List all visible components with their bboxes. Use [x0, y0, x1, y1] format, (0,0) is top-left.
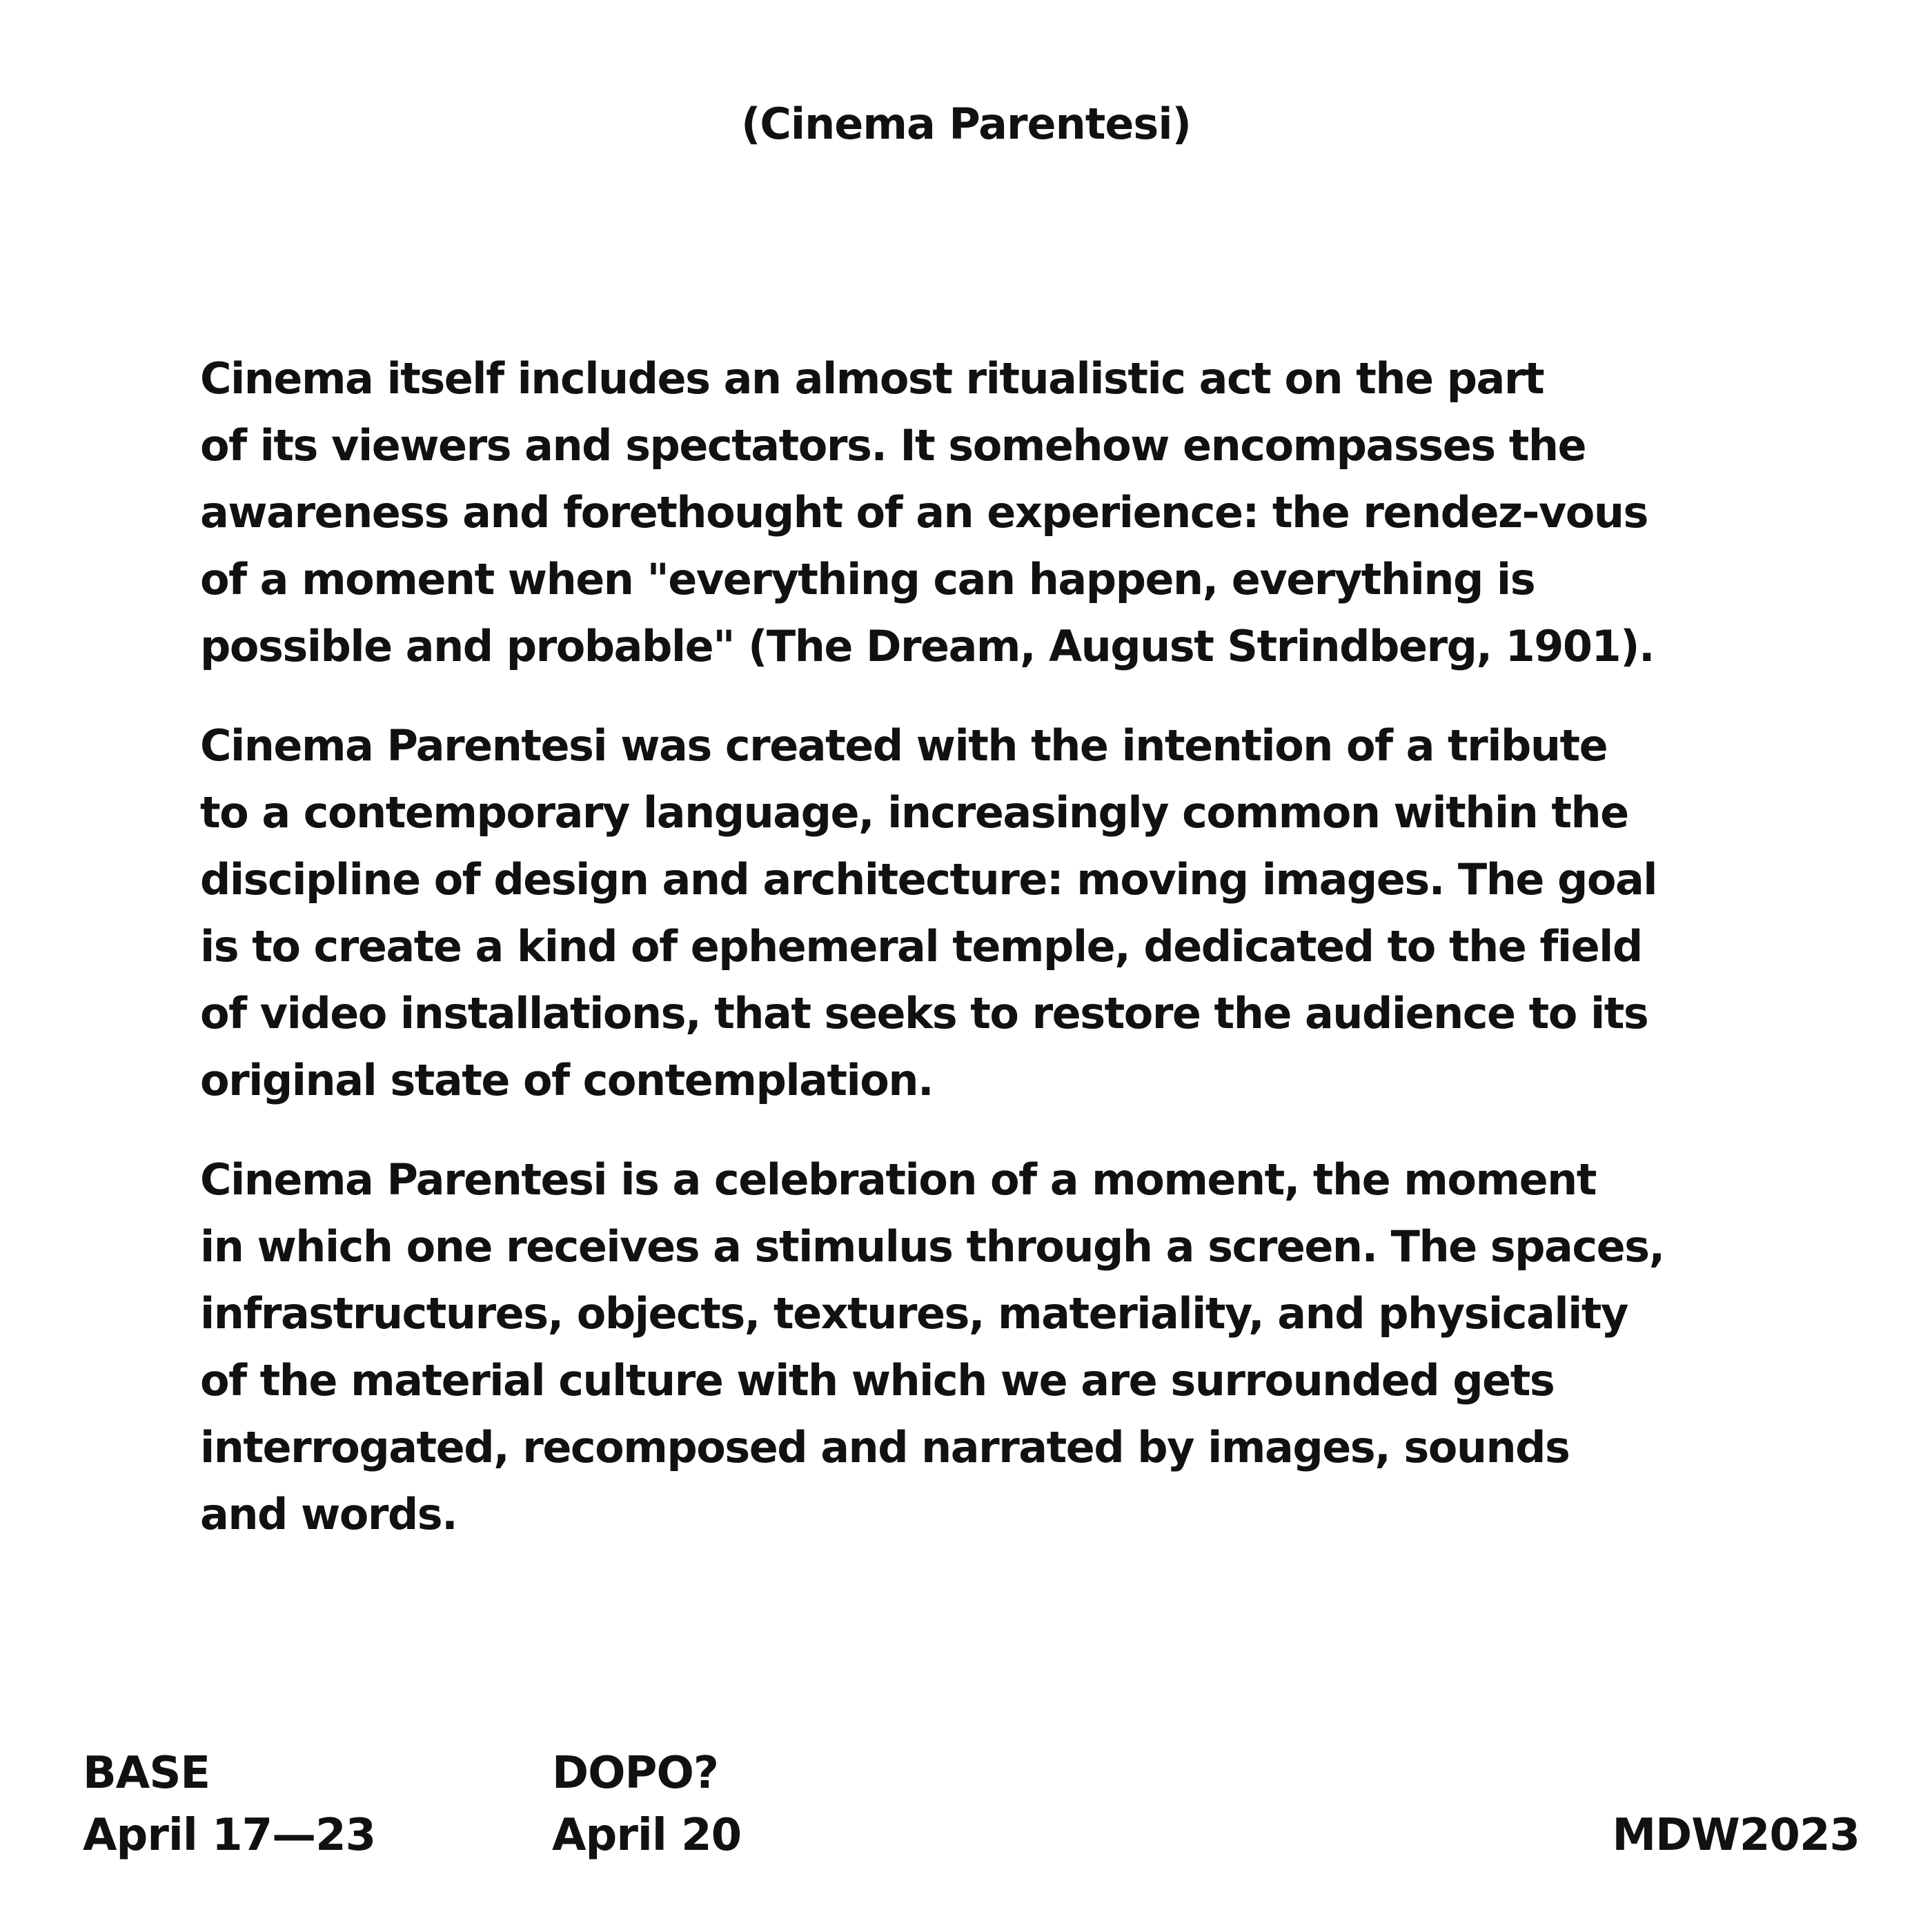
text-line: of a moment when "everything can happen, everything is [200, 554, 1535, 604]
paragraph-3 [200, 1146, 1787, 1548]
paragraph-2 [200, 712, 1787, 1114]
text-line: and words. [200, 1489, 457, 1539]
text-line: discipline of design and architecture: moving images. The goal [200, 854, 1657, 905]
text-line: in which one receives a stimulus through a screen. The spaces, [200, 1221, 1664, 1272]
text-line: Cinema itself includes an almost ritualistic act on the part [200, 353, 1544, 404]
footer-dopo [552, 1742, 741, 1866]
text-line: to a contemporary language, increasingly common within the [200, 787, 1628, 838]
text-line: Cinema Parentesi is a celebration of a moment, the moment [200, 1154, 1596, 1205]
text-line: is to create a kind of ephemeral temple, dedicated to the field [200, 921, 1642, 972]
paragraph-1 [200, 345, 1787, 680]
text-line: of video installations, that seeks to restore the audience to its [200, 988, 1648, 1038]
footer-event [1612, 1804, 1860, 1866]
text-line: of its viewers and spectators. It somehow encompasses the [200, 420, 1586, 471]
footer-dopo-dates: April 20 [552, 1810, 742, 1861]
page-title: (Cinema Parentesi) [741, 99, 1191, 149]
footer-base-dates: April 17—23 [83, 1810, 376, 1861]
text-line: awareness and forethought of an experience: the rendez-vous [200, 487, 1648, 538]
footer-base-name: BASE [83, 1748, 210, 1799]
text-line: original state of contemplation. [200, 1055, 934, 1105]
text-line: infrastructures, objects, textures, materiality, and physicality [200, 1288, 1628, 1339]
text-line: of the material culture with which we are surrounded gets [200, 1355, 1555, 1406]
footer-dopo-name: DOPO? [552, 1748, 718, 1799]
footer-event-label: MDW2023 [1612, 1810, 1860, 1861]
text-line: interrogated, recomposed and narrated by images, sounds [200, 1422, 1570, 1472]
text-line: possible and probable" (The Dream, August Strindberg, 1901). [200, 621, 1655, 671]
footer-base [83, 1742, 375, 1866]
text-line: Cinema Parentesi was created with the intention of a tribute [200, 720, 1608, 771]
body-text [200, 345, 1787, 1580]
